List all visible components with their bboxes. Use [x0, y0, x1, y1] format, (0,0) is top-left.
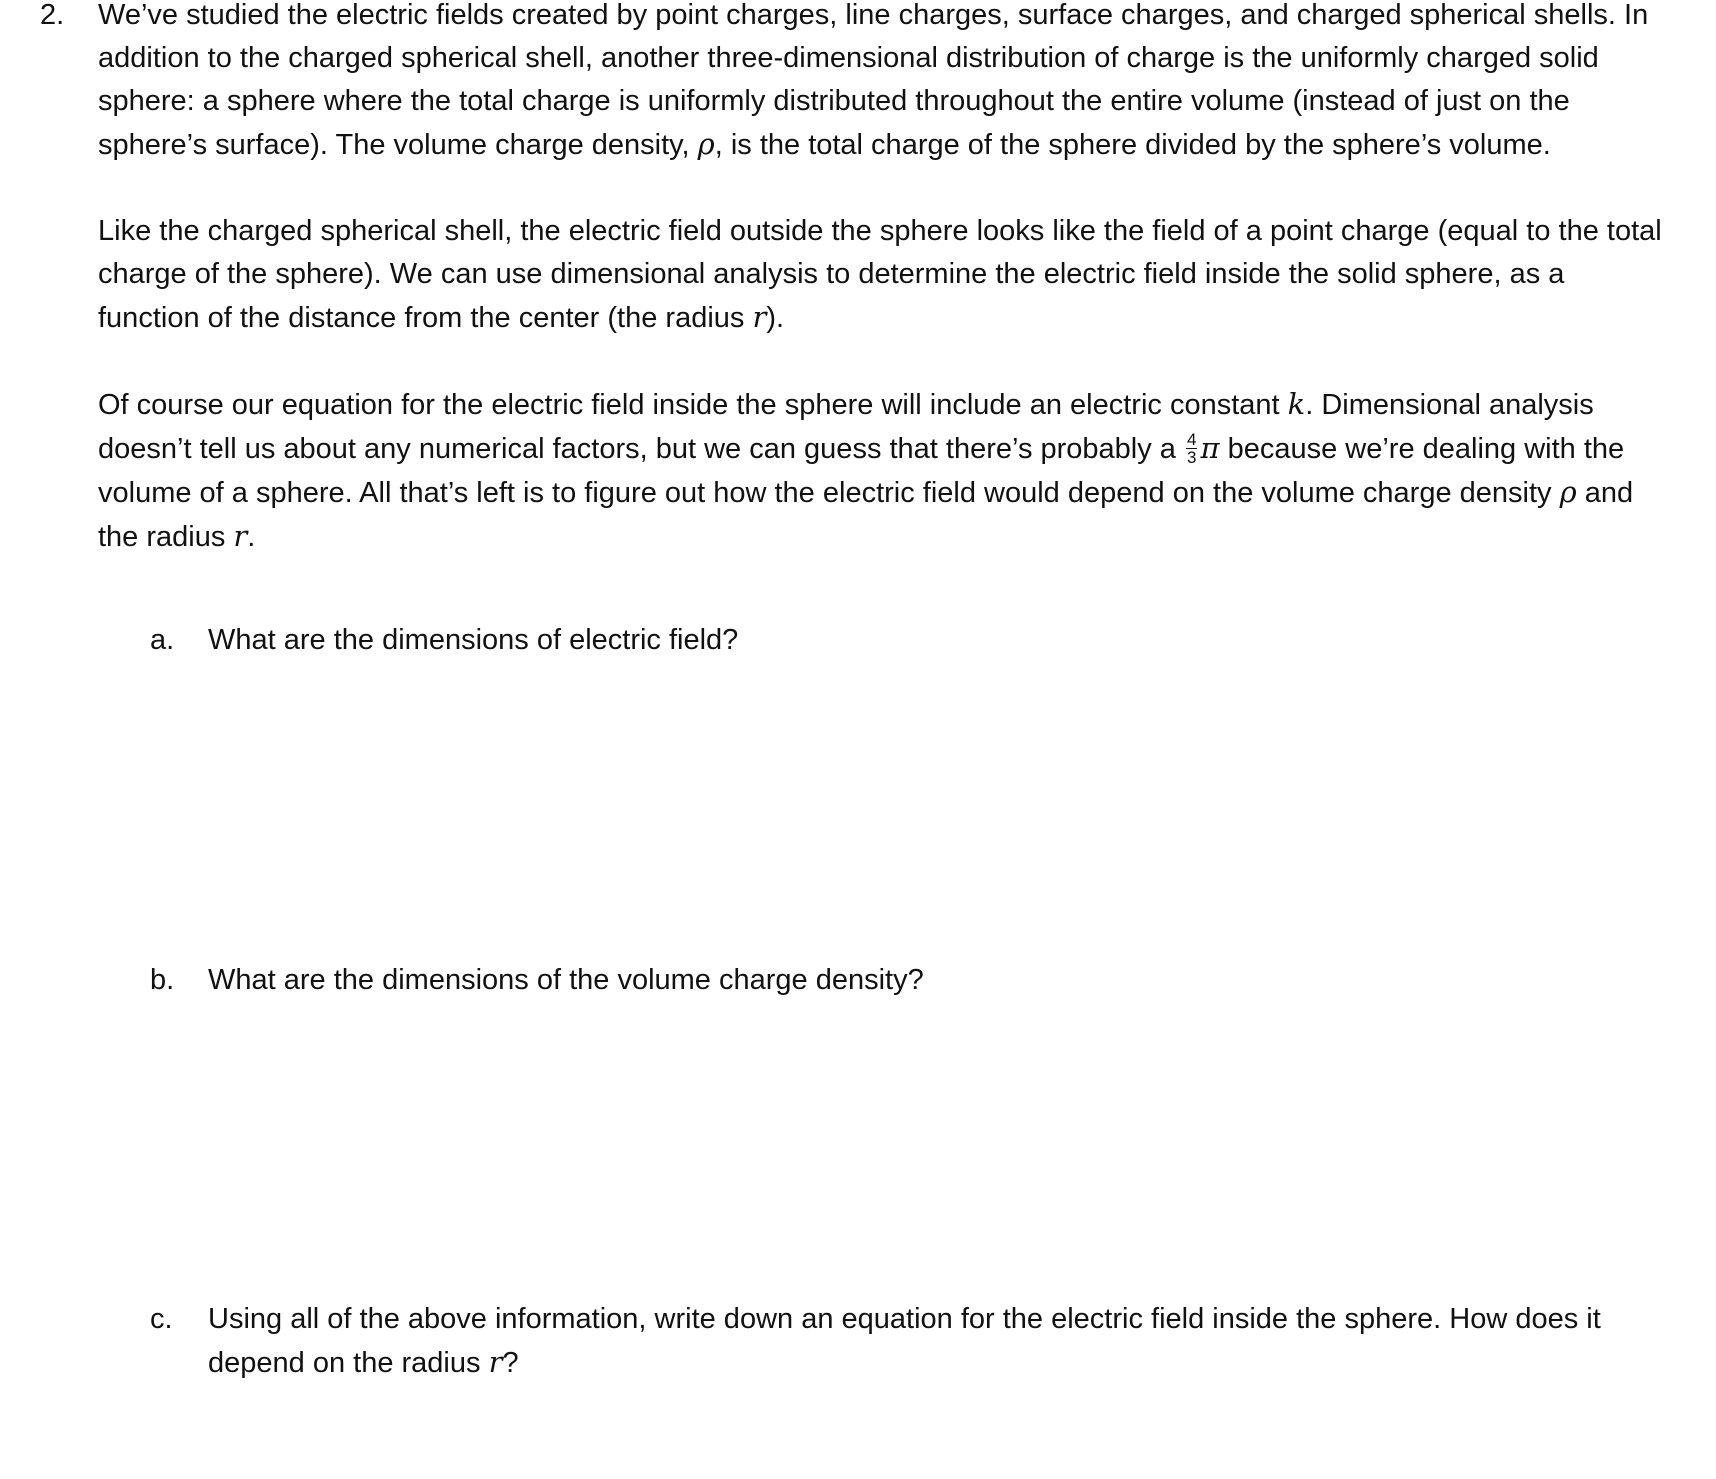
part-c-text: [208, 1298, 1628, 1385]
constant-text-a: Of course our equation for the electric field inside the sphere will include an electric constant: [98, 389, 1288, 421]
fraction-numerator: 4: [1187, 429, 1197, 449]
intro-paragraph: [98, 0, 1668, 167]
field-text-end: ).: [766, 302, 785, 334]
r-symbol-2: r: [233, 519, 248, 553]
constant-text-e: .: [247, 521, 256, 553]
r-symbol: r: [752, 300, 767, 334]
constant-text-d: and the radius: [98, 477, 1634, 553]
fraction-denominator: 3: [1187, 447, 1197, 467]
intro-text-end: , is the total charge of the sphere divided by the sphere’s volume.: [714, 129, 1551, 161]
four-thirds-fraction: [1186, 431, 1197, 466]
part-b-text: What are the dimensions of the volume charge density?: [208, 964, 924, 996]
question-2: [40, 0, 1680, 559]
intro-text: We’ve studied the electric fields created by point charges, line charges, surface charges, and charged spherical shells. In addition to the charged spherical shell, another three-dimensional distribution of charge is the uniformly charged solid sphere: a sphere where the total charge is uniformly distributed throughout the entire volume (instead of just on the sphere’s surface). The volume charge density,: [98, 0, 1649, 161]
constant-text-c: because we’re dealing with the volume of a sphere. All that’s left is to figure out how the electric field would depend on the volume charge density: [98, 433, 1625, 509]
part-a-label: a.: [150, 624, 175, 656]
pi-symbol: π: [1200, 431, 1220, 465]
part-c-label: c.: [150, 1303, 173, 1335]
part-c-text-end: ?: [502, 1347, 519, 1379]
part-b: [150, 959, 1630, 1002]
rho-symbol: ρ: [697, 127, 715, 161]
part-a-text: What are the dimensions of electric field?: [208, 624, 739, 656]
part-b-label: b.: [150, 964, 175, 996]
k-symbol: k: [1287, 387, 1306, 421]
part-c-text-main: Using all of the above information, write down an equation for the electric field inside the sphere. How does it depend on the radius: [208, 1303, 1601, 1379]
field-text: Like the charged spherical shell, the electric field outside the sphere looks like the field of a point charge (equal to the total charge of the sphere). We can use dimensional analysis to determine the electric field inside the solid sphere, as a function of the distance from the center (the radius: [98, 215, 1662, 334]
part-c: [150, 1298, 1630, 1385]
constant-text-b: . Dimensional analysis doesn’t tell us about any numerical factors, but we can guess that there’s probably a: [98, 389, 1594, 465]
rho-symbol-2: ρ: [1559, 475, 1577, 509]
field-paragraph: [98, 210, 1668, 340]
question-number: 2.: [40, 0, 65, 31]
r-symbol-3: r: [488, 1345, 503, 1379]
constant-paragraph: [98, 383, 1668, 559]
question-body: [98, 0, 1668, 559]
part-a: [150, 619, 1630, 662]
